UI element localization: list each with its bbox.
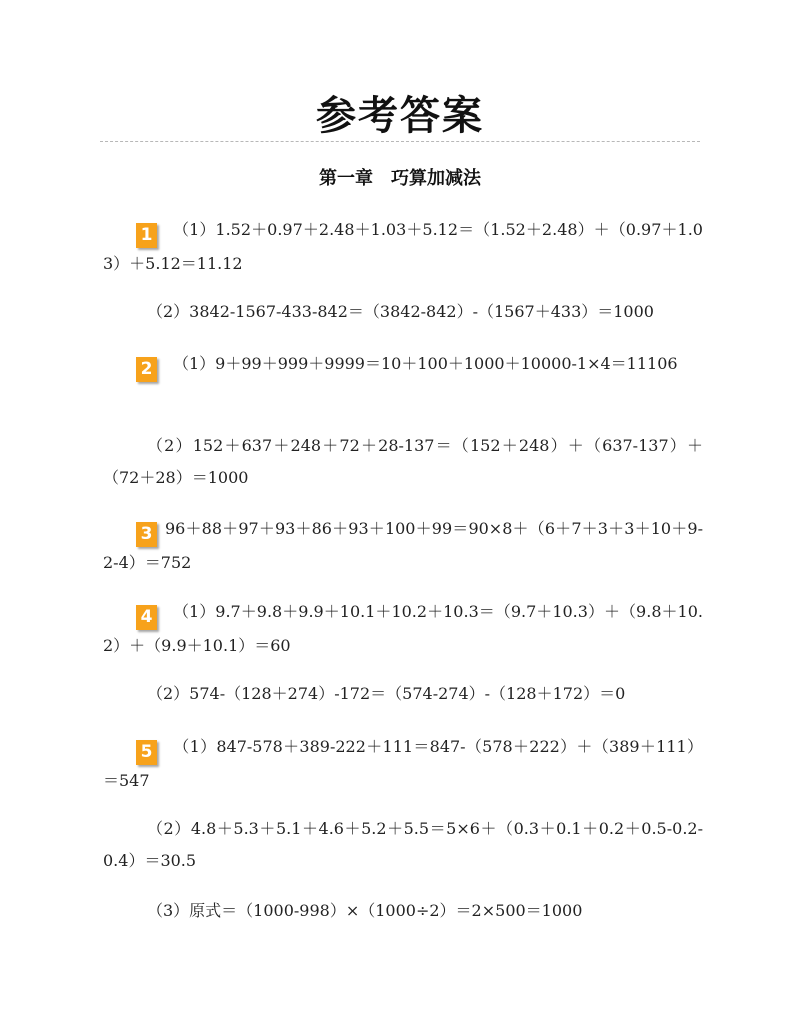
title-divider — [100, 141, 700, 142]
answer-text: （1）9＋99＋999＋9999＝10＋100＋1000＋10000-1×4＝11106 — [173, 354, 678, 373]
answer-text: （2）4.8＋5.3＋5.1＋4.6＋5.2＋5.5＝5×6＋（0.3＋0.1＋0.2＋0.5-0.2-0.4）＝30.5 — [103, 819, 703, 870]
problem-1-part-2 — [103, 296, 703, 328]
answer-text: （1）847-578＋389-222＋111＝847-（578＋222）＋（389＋111）＝547 — [103, 737, 703, 790]
answer-text: 96＋88＋97＋93＋86＋93＋100＋99＝90×8＋（6＋7＋3＋3＋10＋9-2-4）＝752 — [103, 519, 703, 572]
problem-4-part-1 — [103, 596, 703, 662]
problem-number-badge: 4 — [136, 605, 157, 630]
answer-text: （3）原式＝（1000-998）×（1000÷2）＝2×500＝1000 — [147, 901, 583, 920]
problem-4-part-2 — [103, 678, 703, 710]
answer-text: （1）9.7＋9.8＋9.9＋10.1＋10.2＋10.3＝（9.7＋10.3）＋（9.8＋10.2）＋（9.9＋10.1）＝60 — [103, 602, 703, 655]
chapter-heading: 第一章 巧算加减法 — [319, 168, 481, 189]
answer-text: （2）152＋637＋248＋72＋28-137＝（152＋248）＋（637-137）＋（72＋28）＝1000 — [103, 436, 703, 487]
problem-number-badge: 2 — [136, 357, 157, 382]
answer-text: （2）574-（128＋274）-172＝（574-274）-（128＋172）＝0 — [147, 684, 626, 703]
problem-5-part-3 — [103, 895, 703, 927]
problem-number-badge: 1 — [136, 223, 157, 248]
problem-1-part-1 — [103, 214, 703, 280]
problem-5-part-1 — [103, 731, 703, 797]
problem-2-part-1 — [103, 348, 703, 382]
problem-3 — [103, 513, 703, 579]
answer-text: （2）3842-1567-433-842＝（3842-842）-（1567＋433）＝1000 — [147, 302, 654, 321]
problem-5-part-2 — [103, 813, 703, 877]
answer-text: （1）1.52＋0.97＋2.48＋1.03＋5.12＝（1.52＋2.48）＋（0.97＋1.03）＋5.12＝11.12 — [103, 220, 703, 273]
problem-number-badge: 5 — [136, 740, 157, 765]
page-title: 参考答案 — [316, 93, 484, 139]
problem-number-badge: 3 — [136, 522, 157, 547]
problem-2-part-2 — [103, 430, 703, 494]
